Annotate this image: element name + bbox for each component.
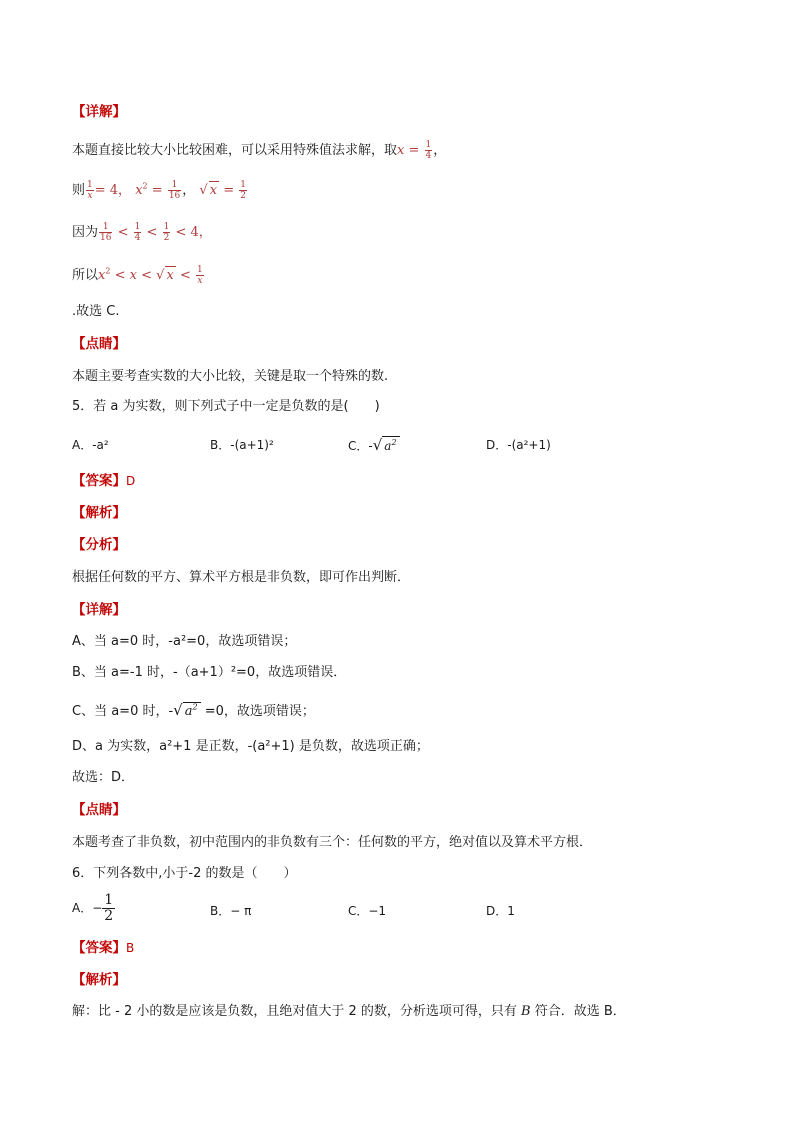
q4-then-line: 则 $\frac{1}{x}$ = 4， $x^2$ = $\frac{1}{16}$ ， √ x = $\frac{1}{2}$ — [72, 180, 246, 201]
fraction-one-over-x: $\frac{1}{x}$ — [87, 180, 93, 201]
q5-option-a: A．-a² — [72, 438, 109, 452]
q5-comment-text: 本题考查了非负数，初中范围内的非负数有三个：任何数的平方，绝对值以及算术平方根． — [72, 835, 593, 850]
fraction-one-half-large: $\frac{1}{2}$ — [104, 892, 114, 924]
q5-question: 5．若 a 为实数，则下列式子中一定是负数的是( ) — [72, 399, 380, 414]
q5-choose-line: 故选：D． — [72, 770, 135, 785]
q5-line-a: A、当 a=0 时，-a²=0，故选项错误； — [72, 634, 297, 649]
q4-because-line: 因为 $\frac{1}{16}$ < $\frac{1}{4}$ < $\frac{1}{2}$ < 4， — [72, 222, 212, 243]
analysis-heading: 【解析】 — [72, 505, 126, 521]
q5-option-d: D．-(a²+1) — [486, 438, 551, 452]
detail-heading: 【详解】 — [72, 104, 126, 120]
sqrt-symbol: √ — [199, 183, 208, 198]
q5-line-d: D、a 为实数，a²+1 是正数，-(a²+1) 是负数，故选项正确； — [72, 739, 429, 754]
breakdown-heading: 【分析】 — [72, 537, 126, 553]
q6-solution: 解：比 - 2 小的数是应该是负数，且绝对值大于 2 的数，分析选项可得，只有 B 符合．故选 B． — [72, 1004, 626, 1019]
q5-line-b: B、当 a=-1 时，-（a+1）²=0，故选项错误． — [72, 665, 347, 680]
fraction-one-sixteenth: $\frac{1}{16}$ — [168, 180, 181, 201]
q6-question: 6．下列各数中,小于-2 的数是（ ） — [72, 866, 297, 881]
q6-option-d: D．1 — [486, 904, 515, 918]
fraction-one-half: $\frac{1}{2}$ — [240, 180, 246, 201]
q4-so-line: 所以$x^2 < x$ < √ x < $\frac{1}{x}$ — [72, 265, 203, 286]
q5-line-c: C、当 a=0 时，-√ $a^2 =0$，故选项错误； — [72, 701, 315, 719]
q4-comment-text: 本题主要考查实数的大小比较，关键是取一个特殊的数. — [72, 369, 389, 384]
q5-analysis-text: 根据任何数的平方、算术平方根是非负数，即可作出判断． — [72, 570, 411, 585]
q5-option-b: B．-(a+1)² — [210, 438, 274, 452]
sqrt-symbol: √ — [173, 701, 183, 719]
q5-answer-line: 【答案】D — [72, 473, 136, 489]
q6-option-a: A．− $\frac{1}{2}$ — [72, 892, 114, 924]
sqrt-symbol: √ — [372, 436, 383, 454]
comment-heading: 【点睛】 — [72, 336, 126, 352]
q4-choose-line: .故选 C. — [72, 304, 120, 319]
comment-heading-q5: 【点睛】 — [72, 802, 126, 818]
q4-detail-intro: 本题直接比较大小比较困难，可以采用特殊值法求解，取x = $\frac{1}{4}$ ， — [72, 140, 447, 161]
q6-option-c: C．−1 — [348, 904, 387, 918]
analysis-heading-q6: 【解析】 — [72, 972, 126, 988]
q6-answer-line: 【答案】B — [72, 940, 135, 956]
q5-option-c: C．-√ $a^2$ — [348, 436, 400, 455]
detail-heading-q5: 【详解】 — [72, 602, 126, 618]
fraction-one-quarter: $\frac{1}{4}$ — [425, 140, 432, 161]
q6-option-b: B．− π — [210, 904, 252, 918]
